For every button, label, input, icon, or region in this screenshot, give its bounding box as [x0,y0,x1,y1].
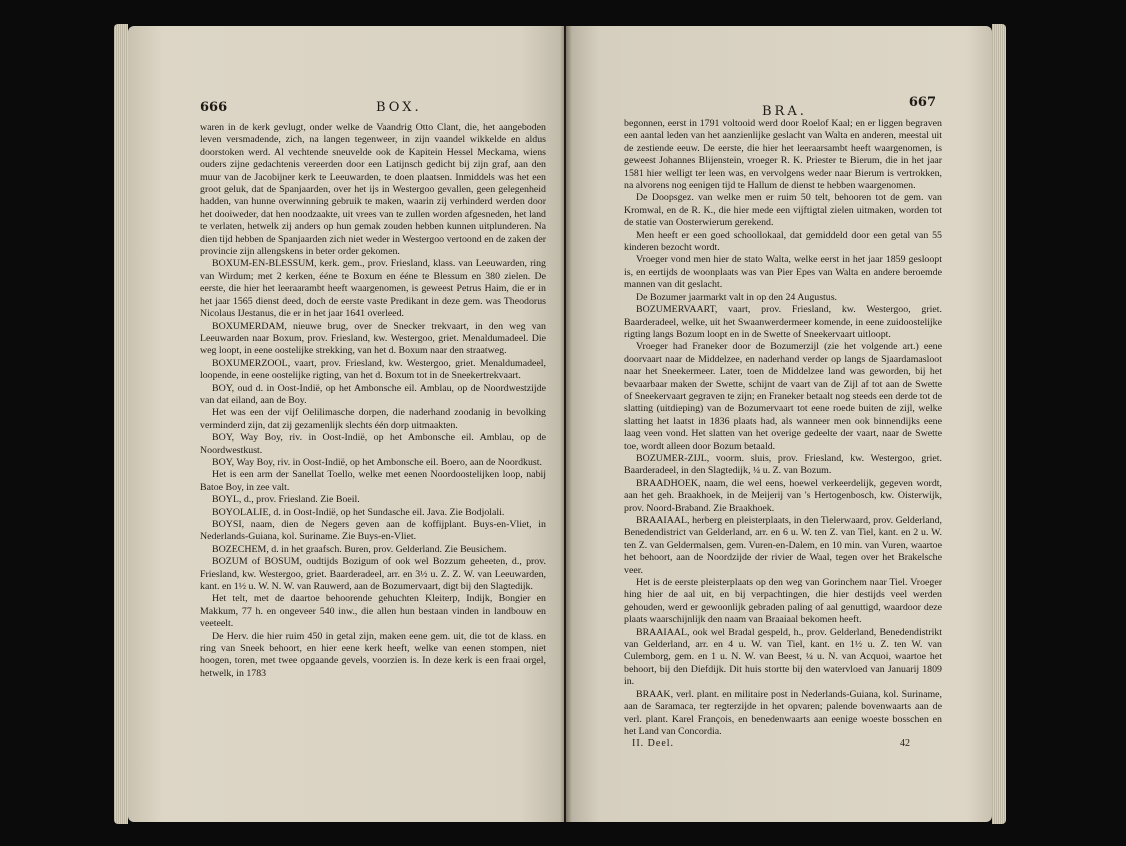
book-gutter [560,26,572,822]
right-page-edge [992,24,1006,824]
left-running-head: BOX. [376,100,422,115]
paragraph: BOXUM-EN-BLESSUM, kerk. gem., prov. Friesland, klass. van Leeuwarden, ring van Wirdum; met 2 kerken, ééne te Boxum en ééne te Blessum en 380 zielen. De eerste, die hier het leeraarambt heeft waargenomen, is geweest Petrus Haim, die er in het jaar 1565 dienst deed, doch de eerste vaste Predikant in deze gem. was Theodorus Nicolaus IJestanus, die er in het jaar 1641 overleed. [200,258,546,320]
paragraph: BOXUMERZOOL, vaart, prov. Friesland, kw. Westergoo, griet. Menaldumadeel, loopende, in eene oostelijke rigting, van het d. Boxum tot in de Sneekertrekvaart. [200,357,546,382]
paragraph: BOZUM of BOSUM, oudtijds Bozigum of ook wel Bozzum geheeten, d., prov. Friesland, kw. Westergoo, griet. Baarderadeel, arr. en 3½ u. Z. Z. W. van Leeuwarden, kant. en 1½ u. W. N. W. van Rauwerd, aan de Bozumervaart, digt bij den Slagtedijk. [200,556,546,593]
paragraph: Het is een arm der Sanellat Toello, welke met eenen Noordoostelijken loop, nabij Batoe Boy, in zee valt. [200,469,546,493]
left-page [128,26,564,822]
paragraph: BOZUMERVAART, vaart, prov. Friesland, kw. Westergoo, griet. Baarderadeel, welke, uit het Swaanwerdermeer komende, in eene zuidoostelijke rigting langs Bozum loopt en in de Swette of Sneekervaart uitloopt. [624,304,942,340]
paragraph: De Bozumer jaarmarkt valt in op den 24 Augustus. [636,291,838,303]
paragraph: BRAAIAAL, herberg en pleisterplaats, in den Tielerwaard, prov. Gelderland, Benedendistrict van Gelderland, arr. en 6 u. W. ten Z. van Tiel, kant. en 2 u. W. ten Z. van Geldermalsen, gem. Vuren-en-Dalem, en 10 min. van Vuren, waartoe het behoort, aan de Noordzijde der rivier de Waal, tegen over het Brakelsche veer. [624,515,942,576]
paragraph: BOYOLALIE, d. in Oost-Indië, op het Sundasche eil. Java. Zie Bodjolali. [212,506,505,518]
paragraph: BOYL, d., prov. Friesland. Zie Boeil. [212,494,360,506]
right-page [566,26,992,822]
paragraph: De Doopsgez. van welke men er ruim 50 telt, behooren tot de gem. van Kromwal, en de R. K., die hier mede een vijftigtal zielen uitmaken, worden tot de statie van Oosterwierum gerekend. [624,192,942,229]
paragraph: Het was een der vijf Oelilimasche dorpen, die naderhand zoodanig in bevolking verminderd zijn, dat zij gezamenlijk slechts één dorp uitmaakten. [200,407,546,431]
left-page-number: 666 [200,100,228,115]
paragraph: Het telt, met de daartoe behoorende gehuchten Kleiterp, Indijk, Bongier en Makkum, 77 h. en ongeveer 540 inw., die allen hun bestaan vinden in landbouw en veeteelt. [200,593,546,630]
paragraph: Het is de eerste pleisterplaats op den weg van Gorinchem naar Tiel. Vroeger hing hier de aal uit, en bij verpachtingen, die hier destijds veel werden gehouden, werd er gewoonlijk gebraden paling of aal genuttigd, waardoor deze plaats waarschijnlijk den naam van Braaiaal bekomen heeft. [624,577,942,626]
paragraph: Men heeft er een goed schoollokaal, dat gemiddeld door een getal van 55 kinderen bezocht wordt. [624,229,942,254]
sheet-number: 42 [900,738,910,749]
paragraph: BRAAIAAL, ook wel Bradal gespeld, h., prov. Gelderland, Benedendistrikt van Gelderland, arr. en 4 u. W. van Tiel, kant. en 1½ u. Z. ten W. van Culemborg, gem. en 1 u. N. W. van Beest, ¼ u. N. van Acquoi, waartoe het behoort, bij den Diefdijk. Dit huis stortte bij den watervloed van Januarij 1809 in. [624,626,942,688]
paragraph: BOY, Way Boy, riv. in Oost-Indië, op het Ambonsche eil. Boero, aan de Noordkust. [212,456,542,468]
right-page-text [624,118,942,738]
paragraph: BOY, oud d. in Oost-Indië, op het Ambonsche eil. Amblau, op de Noordwestzijde van dat eiland, aan de Boy. [200,382,546,406]
paragraph: BOYSI, naam, dien de Negers geven aan de koffijplant. Buys-en-Vliet, in Nederlands-Guiana, kol. Suriname. Zie Buys-en-Vliet. [200,519,546,543]
left-page-edge [114,24,128,824]
paragraph: BOY, Way Boy, riv. in Oost-Indië, op het Ambonsche eil. Amblau, op de Noordwestkust. [200,432,546,456]
paragraph: De Herv. die hier ruim 450 in getal zijn, maken eene gem. uit, die tot de klass. en ring van Sneek behoort, en hier eene kerk heeft, welke van eenen stompen, niet hoogen, toren, met twee opgaande gevels, voorzien is. In deze kerk is een fraai orgel, hetwelk, in 1783 [200,630,546,679]
left-running-header [128,100,564,116]
paragraph: Vroeger vond men hier de stato Walta, welke eerst in het jaar 1859 gesloopt is, en eertijds de woonplaats was van Pier Epes van Walta en andere beroemde mannen van dit geslacht. [624,254,942,291]
paragraph: BRAADHOEK, naam, die wel eens, hoewel verkeerdelijk, gegeven wordt, aan het geh. Braakhoek, in de Meijerij van 's Hertogenbosch, kw. Oisterwijk, prov. Noord-Braband. Zie Braakhoek. [624,477,942,514]
right-page-number: 667 [908,95,936,110]
paragraph: BOXUMERDAM, nieuwe brug, over de Snecker trekvaart, in den weg van Leeuwarden naar Boxum, prov. Friesland, kw. Westergoo, griet. Menaldumadeel. Die weg loopt, in eene oostelijke strekking, van het d. Boxum naar den straatweg. [200,320,546,357]
volume-signature: II. Deel. [632,738,675,749]
paragraph: BOZECHEM, d. in het graafsch. Buren, prov. Gelderland. Zie Beusichem. [212,543,507,555]
paragraph: BOZUMER-ZIJL, voorm. sluis, prov. Friesland, kw. Westergoo, griet. Baarderadeel, in den Slagtedijk, ¼ u. Z. van Bozum. [624,452,942,477]
page-footer [624,738,942,752]
left-page-text [200,122,546,680]
right-running-header [566,95,992,119]
paragraph: Vroeger had Franeker door de Bozumerzijl (zie het volgende art.) eene doorvaart naar de Middelzee, en naderhand verder op langs de Sjaardamasloot naar het Sneekermeer. Later, toen de Middelzee land was geworden, bij het bevaarbaar maken der Swette, schijnt de vaart van de Zijl af tot aan de Swette of Sneekervaart gegraven te zijn; en Franeker betaalt nog steeds een derde tot de slatting (uitdieping) van de Bozumervaart tot eene roede buiten de zijl, welke slatting het laatst in 1836 plaats had, als wanneer men ook binnendijks eene laag veen vond. Het slatten van het overige gedeelte der vaart, naar de Swette toe, wordt alleen door Bozum betaald. [624,341,942,452]
paragraph: waren in de kerk gevlugt, onder welke de Vaandrig Otto Clant, die, het aangeboden leven versmadende, zich, na langen tegenweer, in zijn vaandel wikkelde en aldus doorstoken werd. Al vechtende sneuvelde ook de Kapitein Hessel Meckama, wiens ouders zijne gedachtenis vereerden door een Latijnsch gedicht bij zijn graf, aan den muur van de Jacobijner kerk te Leeuwarden, te doen plaatsen. Inmiddels was het een groot geluk, dat de Spanjaarden, over het ijs in Westergoo gevallen, geen gelegenheid hadden, van hunne overwinning gebruik te maken, waarin zij verhinderd werden door het dooiweder, dat hen noodzaakte, uit vrees van te zullen worden afgesneden, het land te verlaten, hetwelk zij anders op hun gemak zouden hebben kunnen uitplunderen. Na dien tijd hebben de Spanjaarden zich niet weder in Westergoo vertoond en de zaken der provincie zijn allengskens in beter order gekomen. [200,122,546,258]
paragraph: BRAAK, verl. plant. en militaire post in Nederlands-Guiana, kol. Suriname, aan de Saramaca, ter regterzijde in het opvaren; palende bovenwaarts aan de verl. plant. Karel François, en benedenwaarts aan eenige woeste bosschen en het Land van Concordia. [624,688,942,737]
right-running-head: BRA. [762,104,807,119]
paragraph: begonnen, eerst in 1791 voltooid werd door Roelof Kaal; en er liggen begraven een aantal leden van het aanzienlijke geslacht van Walta en anderen, meestal uit de zestiende eeuw. De eerste, die hier het leeraarsambt heeft waargenomen, is geweest Johannes Blijenstein, vroeger R. K. Priester te Bierum, die in het jaar 1581 hier welligt ter leen was, en vervolgens weder naar Bierum is vertrokken, na alvorens nog eenigen tijd te Hallum de dienst te hebben waargenomen. [624,118,942,192]
